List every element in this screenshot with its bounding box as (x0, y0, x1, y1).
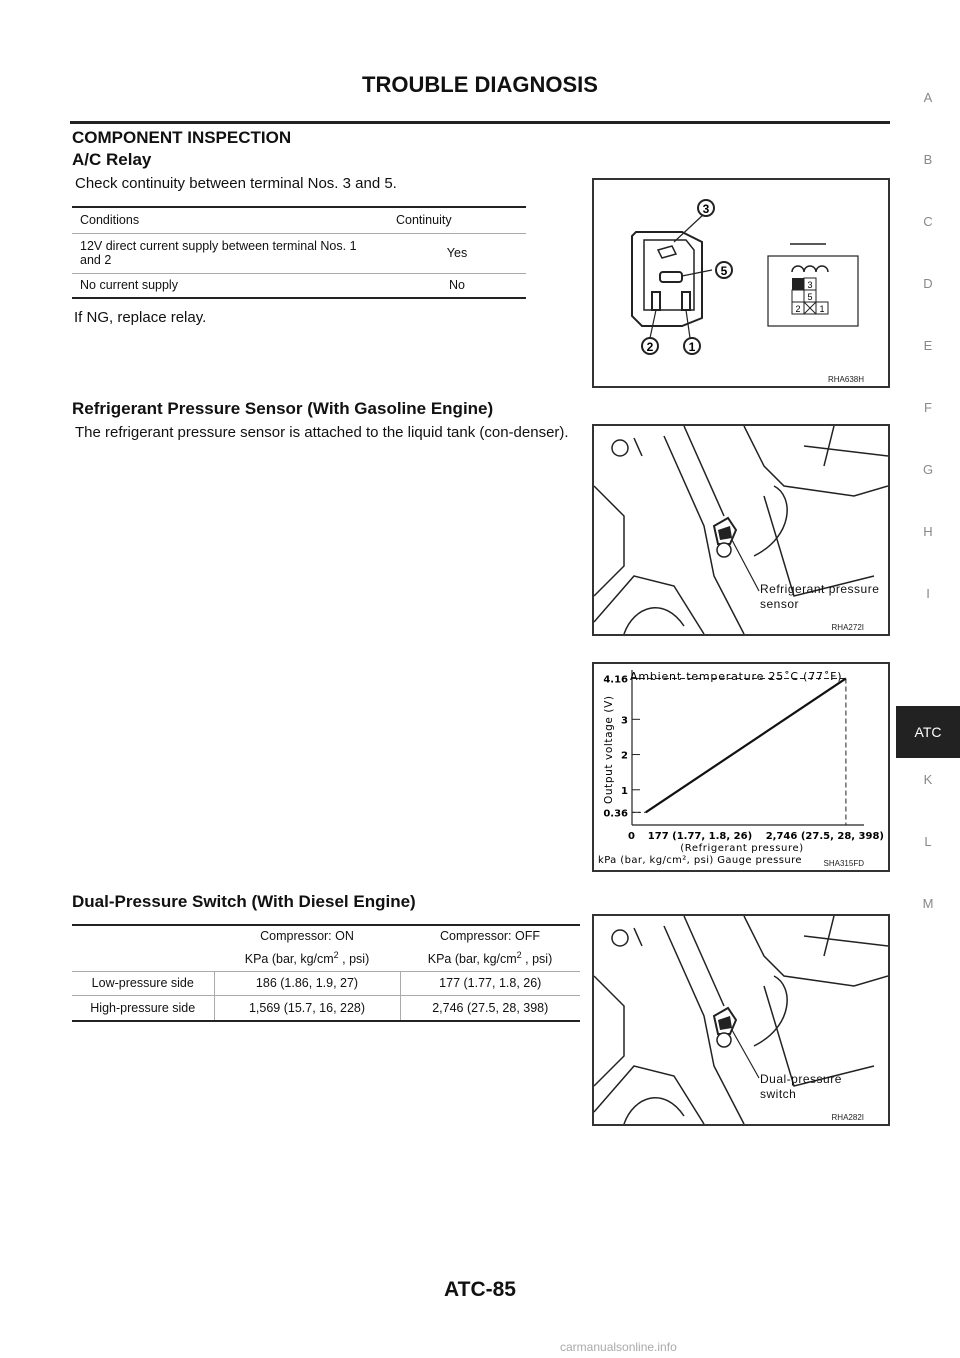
chart-series-line (646, 678, 846, 812)
side-nav-a[interactable]: A (923, 90, 933, 105)
dual-switch-table (72, 924, 580, 1022)
chart-x-tick-label: 2,746 (27.5, 28, 398) (765, 831, 884, 842)
dual-switch-figure (592, 914, 890, 1126)
schematic-terminal-5: 5 (807, 292, 813, 302)
chart-y-tick-label: 2 (621, 750, 628, 762)
figure-id: SHA315FD (823, 859, 864, 868)
voltage-chart-figure (592, 662, 890, 872)
callout-3: 3 (702, 202, 710, 216)
side-nav-d[interactable]: D (923, 276, 933, 291)
unit-sup: 2 (516, 950, 522, 961)
chart-y-tick-label: 0.36 (603, 808, 628, 820)
schematic-terminal-2: 2 (795, 304, 801, 314)
watermark: carmanualsonline.info (560, 1340, 677, 1354)
table-header-off-line1: Compressor: OFF (439, 929, 540, 944)
relay-figure (592, 178, 890, 388)
chart-x-tick-label: 0 (628, 831, 635, 842)
unit-sup: 2 (333, 950, 339, 961)
side-nav-c[interactable]: C (923, 214, 933, 229)
side-nav-m[interactable]: M (922, 896, 934, 911)
table-row (72, 233, 526, 273)
side-nav-f[interactable]: F (924, 400, 932, 415)
table-header-off-line2 (401, 946, 579, 969)
side-nav-l[interactable]: L (924, 834, 932, 849)
table-header-row (72, 925, 580, 971)
table-cell: 2,746 (27.5, 28, 398) (400, 995, 580, 1021)
table-row (72, 971, 580, 995)
table-header-on (214, 925, 400, 971)
unit-text: KPa (bar, kg/cm (244, 952, 334, 967)
figure-id: RHA272I (831, 623, 864, 632)
sensor-label (760, 582, 879, 612)
side-nav-h[interactable]: H (923, 524, 933, 539)
page-number: ATC-85 (444, 1278, 516, 1301)
unit-text: KPa (bar, kg/cm (427, 952, 517, 967)
section-title: COMPONENT INSPECTION (72, 128, 292, 147)
chart-x-axis-label-line2: kPa (bar, kg/cm², psi) Gauge pressure (598, 855, 802, 866)
unit-tail: , psi) (338, 952, 370, 967)
relay-illustration (594, 180, 888, 386)
schematic-terminal-3: 3 (807, 280, 813, 290)
table-cell: No (388, 273, 526, 298)
chart-y-tick-label: 3 (621, 715, 628, 727)
table-header-empty (72, 925, 214, 971)
figure-id: RHA282I (831, 1113, 864, 1122)
table-cell: 12V direct current supply between terminal Nos. 1 and 2 (72, 233, 388, 273)
side-nav-e[interactable]: E (923, 338, 933, 353)
engine-bay-illustration (594, 916, 888, 1124)
pressure-sensor-title: Refrigerant Pressure Sensor (With Gasoline Engine) (72, 399, 494, 418)
ac-relay-intro: Check continuity between terminal Nos. 3 and 5. (75, 175, 397, 192)
side-nav-g[interactable]: G (922, 462, 934, 477)
unit-tail: , psi) (521, 952, 553, 967)
schematic-terminal-1: 1 (819, 304, 825, 314)
sensor-label-line1: Refrigerant pressure (760, 582, 880, 596)
table-header: Continuity (388, 207, 526, 233)
voltage-chart (594, 664, 888, 870)
ac-relay-note: If NG, replace relay. (74, 309, 207, 326)
table-header-on-line2 (215, 946, 399, 969)
switch-label-line1: Dual-pressure (760, 1072, 842, 1086)
callout-2: 2 (646, 340, 654, 354)
table-row (72, 995, 580, 1021)
chart-x-axis-label-line1: (Refrigerant pressure) (680, 843, 804, 854)
sensor-label-line2: sensor (760, 597, 800, 611)
table-header: Conditions (72, 207, 388, 233)
chart-title: Ambient temperature 25˚C (77˚F) (630, 670, 843, 683)
header-divider (70, 121, 890, 124)
table-cell: High-pressure side (72, 995, 214, 1021)
side-nav-b[interactable]: B (923, 152, 933, 167)
ac-relay-title: A/C Relay (72, 150, 152, 169)
page-header-title: TROUBLE DIAGNOSIS (362, 72, 598, 97)
pressure-sensor-text: The refrigerant pressure sensor is attached to the liquid tank (con-denser). (75, 424, 569, 441)
dual-switch-title: Dual-Pressure Switch (With Diesel Engine) (72, 892, 416, 911)
chart-y-tick-label: 4.16 (603, 674, 628, 686)
chart-y-tick-label: 1 (621, 785, 628, 797)
side-nav-atc-active[interactable]: ATC (896, 706, 960, 758)
chart-y-axis-label: Output voltage (V) (603, 695, 615, 804)
figure-id: RHA638H (827, 375, 864, 384)
table-cell: 177 (1.77, 1.8, 26) (400, 971, 580, 995)
switch-label-line2: switch (760, 1087, 797, 1101)
side-nav-i[interactable]: I (926, 586, 930, 601)
table-header-on-line1: Compressor: ON (260, 929, 354, 944)
table-header-off (400, 925, 580, 971)
chart-x-tick-label: 177 (1.77, 1.8, 26) (647, 831, 753, 842)
table-cell: Low-pressure side (72, 971, 214, 995)
table-cell: 186 (1.86, 1.9, 27) (214, 971, 400, 995)
table-cell: No current supply (72, 273, 388, 298)
table-cell: Yes (388, 233, 526, 273)
side-nav-k[interactable]: K (923, 772, 933, 787)
table-row (72, 273, 526, 298)
callout-5: 5 (720, 264, 728, 278)
switch-label (760, 1072, 842, 1102)
table-header-row (72, 207, 526, 233)
ac-relay-table (72, 206, 526, 299)
table-cell: 1,569 (15.7, 16, 228) (214, 995, 400, 1021)
pressure-sensor-figure (592, 424, 890, 636)
callout-1: 1 (688, 340, 696, 354)
